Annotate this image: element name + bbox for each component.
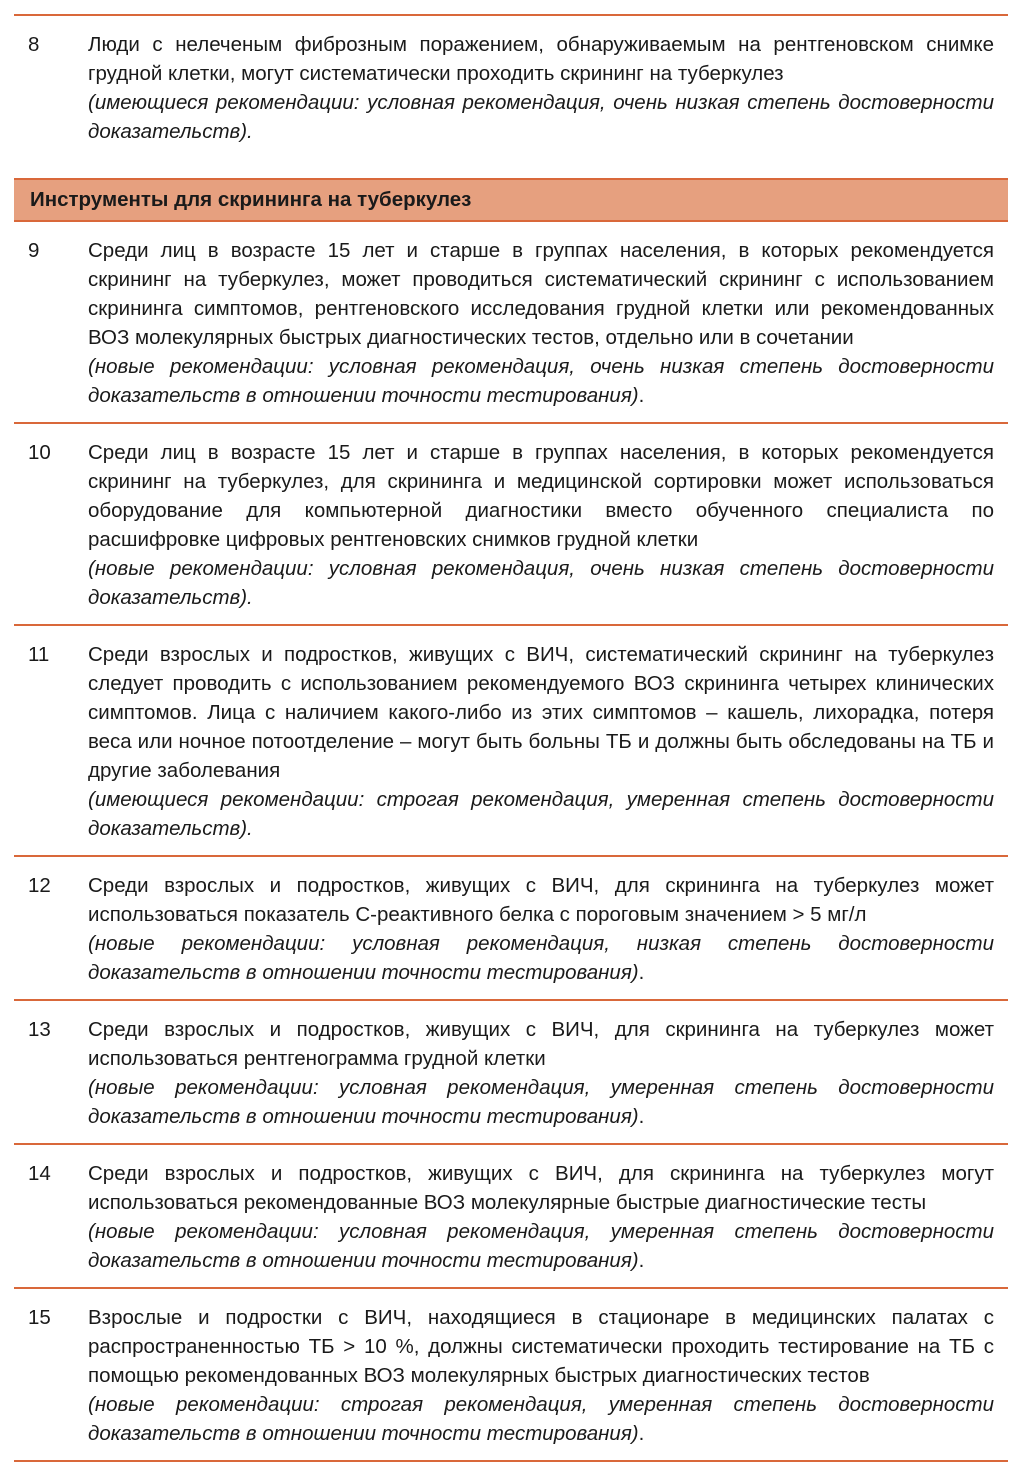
recommendations-table: [14, 14, 1008, 1462]
recommendation-row-15: [14, 1289, 1008, 1460]
row-content: [88, 1015, 1008, 1131]
row-number: 14: [28, 1162, 51, 1185]
recommendation-row-11: [14, 626, 1008, 855]
recommendation-row-14: [14, 1145, 1008, 1287]
section-header: [14, 178, 1008, 222]
row-number: 11: [28, 643, 50, 666]
row-number: 9: [28, 239, 40, 262]
recommendation-text: Среди взрослых и подростков, живущих с ВИЧ, для скрининга на туберкулез может использоваться показатель C-реактивного белка с пороговым значением > 5 мг/л: [88, 874, 994, 926]
recommendation-row-8: [14, 16, 1008, 158]
recommendation-note: (новые рекомендации: условная рекомендация, очень низкая степень достоверности доказательств).: [88, 557, 994, 609]
recommendation-text: Среди взрослых и подростков, живущих с ВИЧ, для скрининга на туберкулез могут использоваться рекомендованные ВОЗ молекулярные быстрые диагностические тесты: [88, 1162, 994, 1214]
recommendation-row-13: [14, 1001, 1008, 1143]
recommendation-note: (новые рекомендации: условная рекомендация, очень низкая степень достоверности доказательств в отношении точности тестирования).: [88, 355, 994, 407]
row-number: 10: [28, 441, 51, 464]
row-number: 13: [28, 1018, 51, 1041]
recommendation-text: Взрослые и подростки с ВИЧ, находящиеся в стационаре в медицинских палатах с распространенностью ТБ > 10 %, должны систематически проходить тестирование на ТБ с помощью рекомендованных ВОЗ молекулярных быстрых диагностических тестов: [88, 1306, 994, 1387]
row-content: [88, 236, 1008, 410]
row-content: [88, 640, 1008, 843]
recommendation-note: (имеющиеся рекомендации: условная рекомендация, очень низкая степень достоверности доказательств).: [88, 91, 994, 143]
recommendation-text: Среди взрослых и подростков, живущих с ВИЧ, для скрининга на туберкулез может использоваться рентгенограмма грудной клетки: [88, 1018, 994, 1070]
row-content: [88, 438, 1008, 612]
recommendation-text: Среди лиц в возрасте 15 лет и старше в группах населения, в которых рекомендуется скрининг на туберкулез, для скрининга и медицинской сортировки может использоваться оборудование для компьютерной диагностики вместо обученного специалиста по расшифровке цифровых рентгеновских снимков грудной клетки: [88, 441, 994, 551]
recommendation-text: Люди с нелеченым фиброзным поражением, обнаруживаемым на рентгеновском снимке грудной клетки, могут систематически проходить скрининг на туберкулез: [88, 33, 994, 85]
section-title: Инструменты для скрининга на туберкулез: [30, 188, 472, 211]
row-number: 8: [28, 33, 40, 56]
recommendation-note: (новые рекомендации: строгая рекомендация, умеренная степень достоверности доказательств в отношении точности тестирования).: [88, 1393, 994, 1445]
recommendation-note: (имеющиеся рекомендации: строгая рекомендация, умеренная степень достоверности доказательств).: [88, 788, 994, 840]
row-content: [88, 1303, 1008, 1448]
row-content: [88, 871, 1008, 987]
row-number: 15: [28, 1306, 51, 1329]
recommendation-note: (новые рекомендации: условная рекомендация, умеренная степень достоверности доказательств в отношении точности тестирования).: [88, 1076, 994, 1128]
recommendation-row-9: [14, 222, 1008, 422]
row-number: 12: [28, 874, 51, 897]
recommendation-note: (новые рекомендации: условная рекомендация, умеренная степень достоверности доказательств в отношении точности тестирования).: [88, 1220, 994, 1272]
recommendation-row-12: [14, 857, 1008, 999]
recommendation-text: Среди лиц в возрасте 15 лет и старше в группах населения, в которых рекомендуется скрининг на туберкулез, может проводиться систематический скрининг с использованием скрининга симптомов, рентгеновского исследования грудной клетки или рекомендованных ВОЗ молекулярных быстрых диагностических тестов, отдельно или в сочетании: [88, 239, 994, 349]
row-content: [88, 1159, 1008, 1275]
recommendation-row-10: [14, 424, 1008, 624]
recommendation-text: Среди взрослых и подростков, живущих с ВИЧ, систематический скрининг на туберкулез следует проводить с использованием рекомендуемого ВОЗ скрининга четырех клинических симптомов. Лица с наличием какого-либо из этих симптомов – кашель, лихорадка, потеря веса или ночное потоотделение – могут быть больны ТБ и должны быть обследованы на ТБ и другие заболевания: [88, 643, 994, 782]
recommendation-note: (новые рекомендации: условная рекомендация, низкая степень достоверности доказательств в отношении точности тестирования).: [88, 932, 994, 984]
row-content: [88, 30, 1008, 146]
